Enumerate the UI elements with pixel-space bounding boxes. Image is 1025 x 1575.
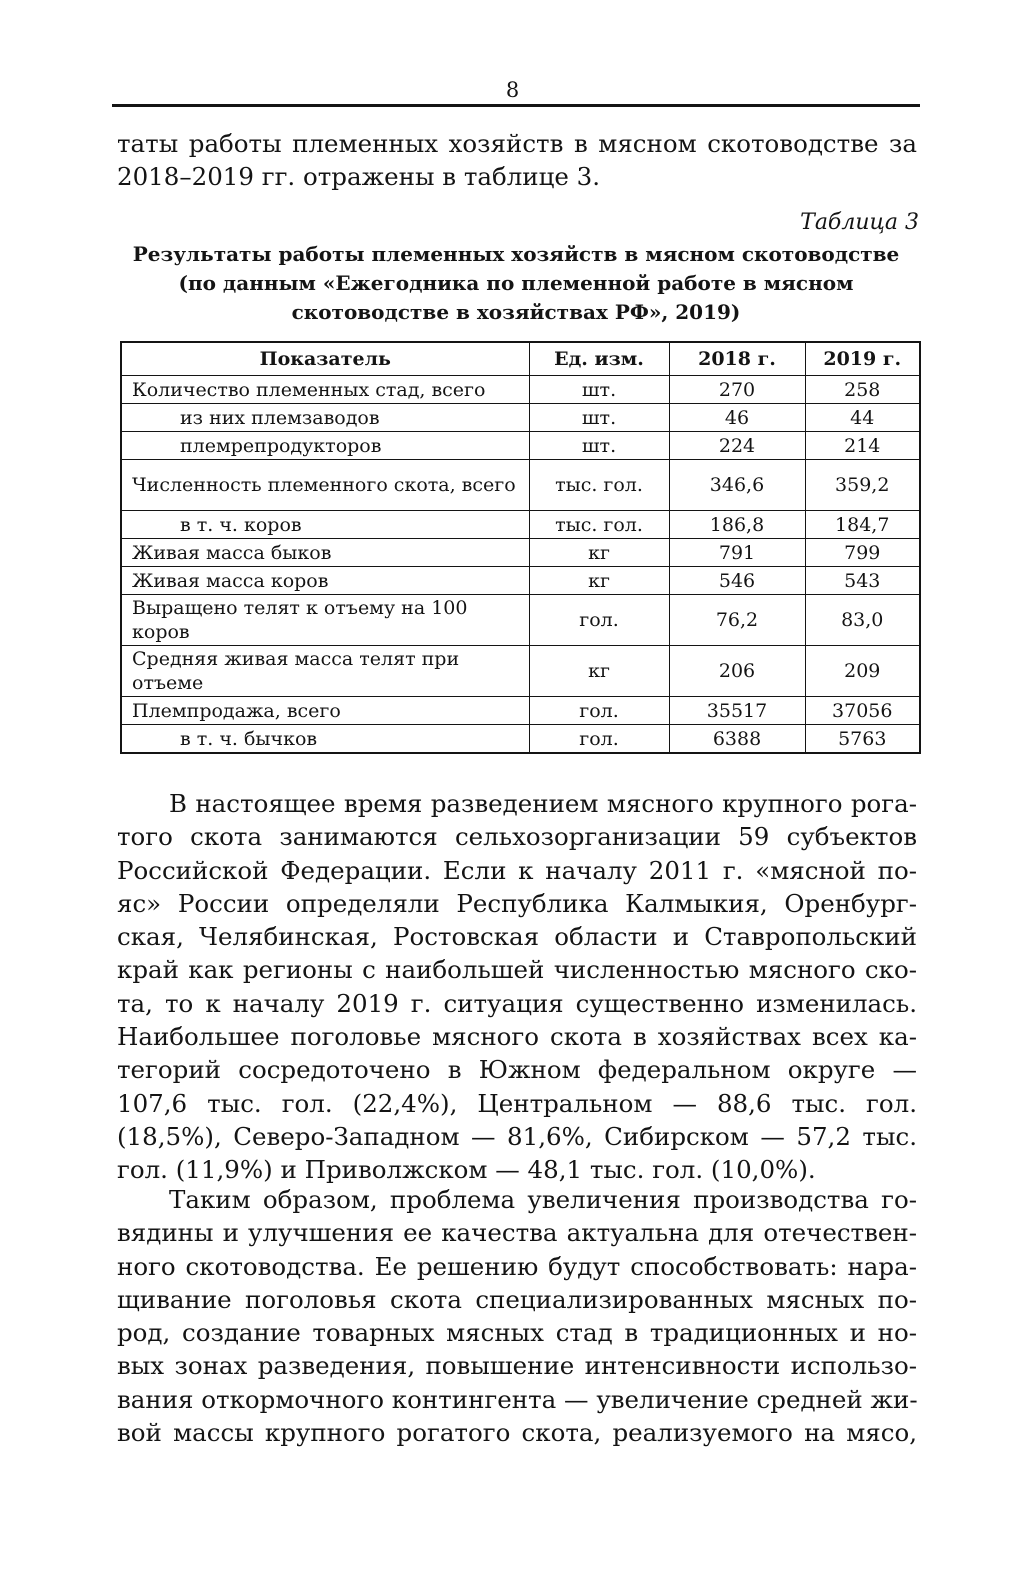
header-unit: Ед. изм. [529,342,669,376]
row-2019: 258 [805,376,920,404]
text-line: вядины и улучшения ее качества актуальна для отечествен- [117,1218,917,1248]
text-line: род, создание товарных мясных стад в традиционных и но- [117,1318,917,1348]
text-line: 107,6 тыс. гол. (22,4%), Центральном — 88,6 тыс. гол. [117,1088,917,1118]
row-name: Численность племенного скота, всего [121,460,529,511]
text-line: (18,5%), Северо-Западном — 81,6%, Сибирском — 57,2 тыс. [117,1121,917,1151]
text-line: того скота занимаются сельхозорганизации 59 субъектов [117,822,917,852]
table-row [121,646,920,697]
row-2018: 76,2 [669,595,805,646]
text-line: край как регионы с наибольшей численностью мясного ско- [117,955,917,985]
row-2018: 186,8 [669,511,805,539]
row-2018: 6388 [669,725,805,754]
row-unit: гол. [529,595,669,646]
text-line: Таким образом, проблема увеличения производства го- [169,1185,917,1214]
text-line: тегорий сосредоточено в Южном федеральном округе — [117,1055,917,1085]
row-2019: 359,2 [805,460,920,511]
text-line: Наибольшее поголовье мясного скота в хозяйствах всех ка- [117,1022,917,1052]
row-name: Племпродажа, всего [121,697,529,725]
text-line: В настоящее время разведением мясного крупного рога- [169,789,917,818]
header-2018: 2018 г. [669,342,805,376]
table-row [121,432,920,460]
row-name: Количество племенных стад, всего [121,376,529,404]
row-name: Средняя живая масса телят при отъеме [121,646,529,697]
row-name: в т. ч. коров [121,511,529,539]
row-2019: 37056 [805,697,920,725]
header-indicator: Показатель [121,342,529,376]
row-unit: шт. [529,376,669,404]
row-2018: 791 [669,539,805,567]
row-unit: гол. [529,697,669,725]
row-unit: кг [529,646,669,697]
table-row [121,567,920,595]
table-title-line: (по данным «Ежегодника по племенной работе в мясном [178,271,854,295]
row-name: Выращено телят к отъему на 100 коров [121,595,529,646]
body-paragraph-2 [117,1183,917,1449]
text-line: щивание поголовья скота специализированных мясных по- [117,1284,917,1314]
table-label: Таблица 3 [800,210,919,235]
text-line: 2018–2019 гг. отражены в таблице 3. [117,162,601,192]
row-2018: 546 [669,567,805,595]
table-row [121,725,920,754]
table-row [121,460,920,511]
results-table [120,341,921,754]
text-line: Российской Федерации. Если к началу 2011 г. «мясной по- [117,855,917,885]
row-2018: 35517 [669,697,805,725]
row-unit: кг [529,567,669,595]
table-row [121,511,920,539]
row-name: в т. ч. бычков [121,725,529,754]
row-2018: 206 [669,646,805,697]
row-2019: 83,0 [805,595,920,646]
text-line: вых зонах разведения, повышение интенсивности использо- [117,1351,917,1381]
text-line: гол. (11,9%) и Приволжском — 48,1 тыс. гол. (10,0%). [117,1155,816,1185]
row-name: племрепродукторов [121,432,529,460]
table-title-line: Результаты работы племенных хозяйств в мясном скотоводстве [132,242,900,266]
row-name: Живая масса коров [121,567,529,595]
row-unit: тыс. гол. [529,511,669,539]
row-unit: шт. [529,404,669,432]
row-2018: 46 [669,404,805,432]
text-line: ного скотоводства. Ее решению будут способствовать: нара- [117,1251,917,1281]
text-line: яс» России определяли Республика Калмыкия, Оренбург- [117,888,917,918]
table-row [121,539,920,567]
row-name: из них племзаводов [121,404,529,432]
row-name: Живая масса быков [121,539,529,567]
row-2019: 5763 [805,725,920,754]
table-header-row [121,342,920,376]
row-2019: 184,7 [805,511,920,539]
row-2019: 799 [805,539,920,567]
intro-paragraph [117,127,917,194]
row-2018: 270 [669,376,805,404]
header-2019: 2019 г. [805,342,920,376]
row-unit: гол. [529,725,669,754]
table-title [112,240,920,327]
row-unit: тыс. гол. [529,460,669,511]
table-row [121,376,920,404]
body-paragraph-1 [117,787,917,1187]
table-row [121,404,920,432]
text-line: та, то к началу 2019 г. ситуация существенно изменилась. [117,988,917,1018]
row-unit: кг [529,539,669,567]
header-rule [112,104,920,107]
text-line: ская, Челябинская, Ростовская области и Ставропольский [117,922,917,952]
row-2018: 346,6 [669,460,805,511]
table-row [121,697,920,725]
row-2018: 224 [669,432,805,460]
row-2019: 209 [805,646,920,697]
table-row [121,595,920,646]
text-line: вой массы крупного рогатого скота, реализуемого на мясо, [117,1418,917,1448]
page-number: 8 [505,78,520,102]
row-2019: 543 [805,567,920,595]
text-line: вания откормочного контингента — увеличение средней жи- [117,1384,918,1414]
row-2019: 44 [805,404,920,432]
table-title-line: скотоводстве в хозяйствах РФ», 2019) [291,300,741,324]
row-unit: шт. [529,432,669,460]
row-2019: 214 [805,432,920,460]
text-line: таты работы племенных хозяйств в мясном скотоводстве за [117,129,917,158]
